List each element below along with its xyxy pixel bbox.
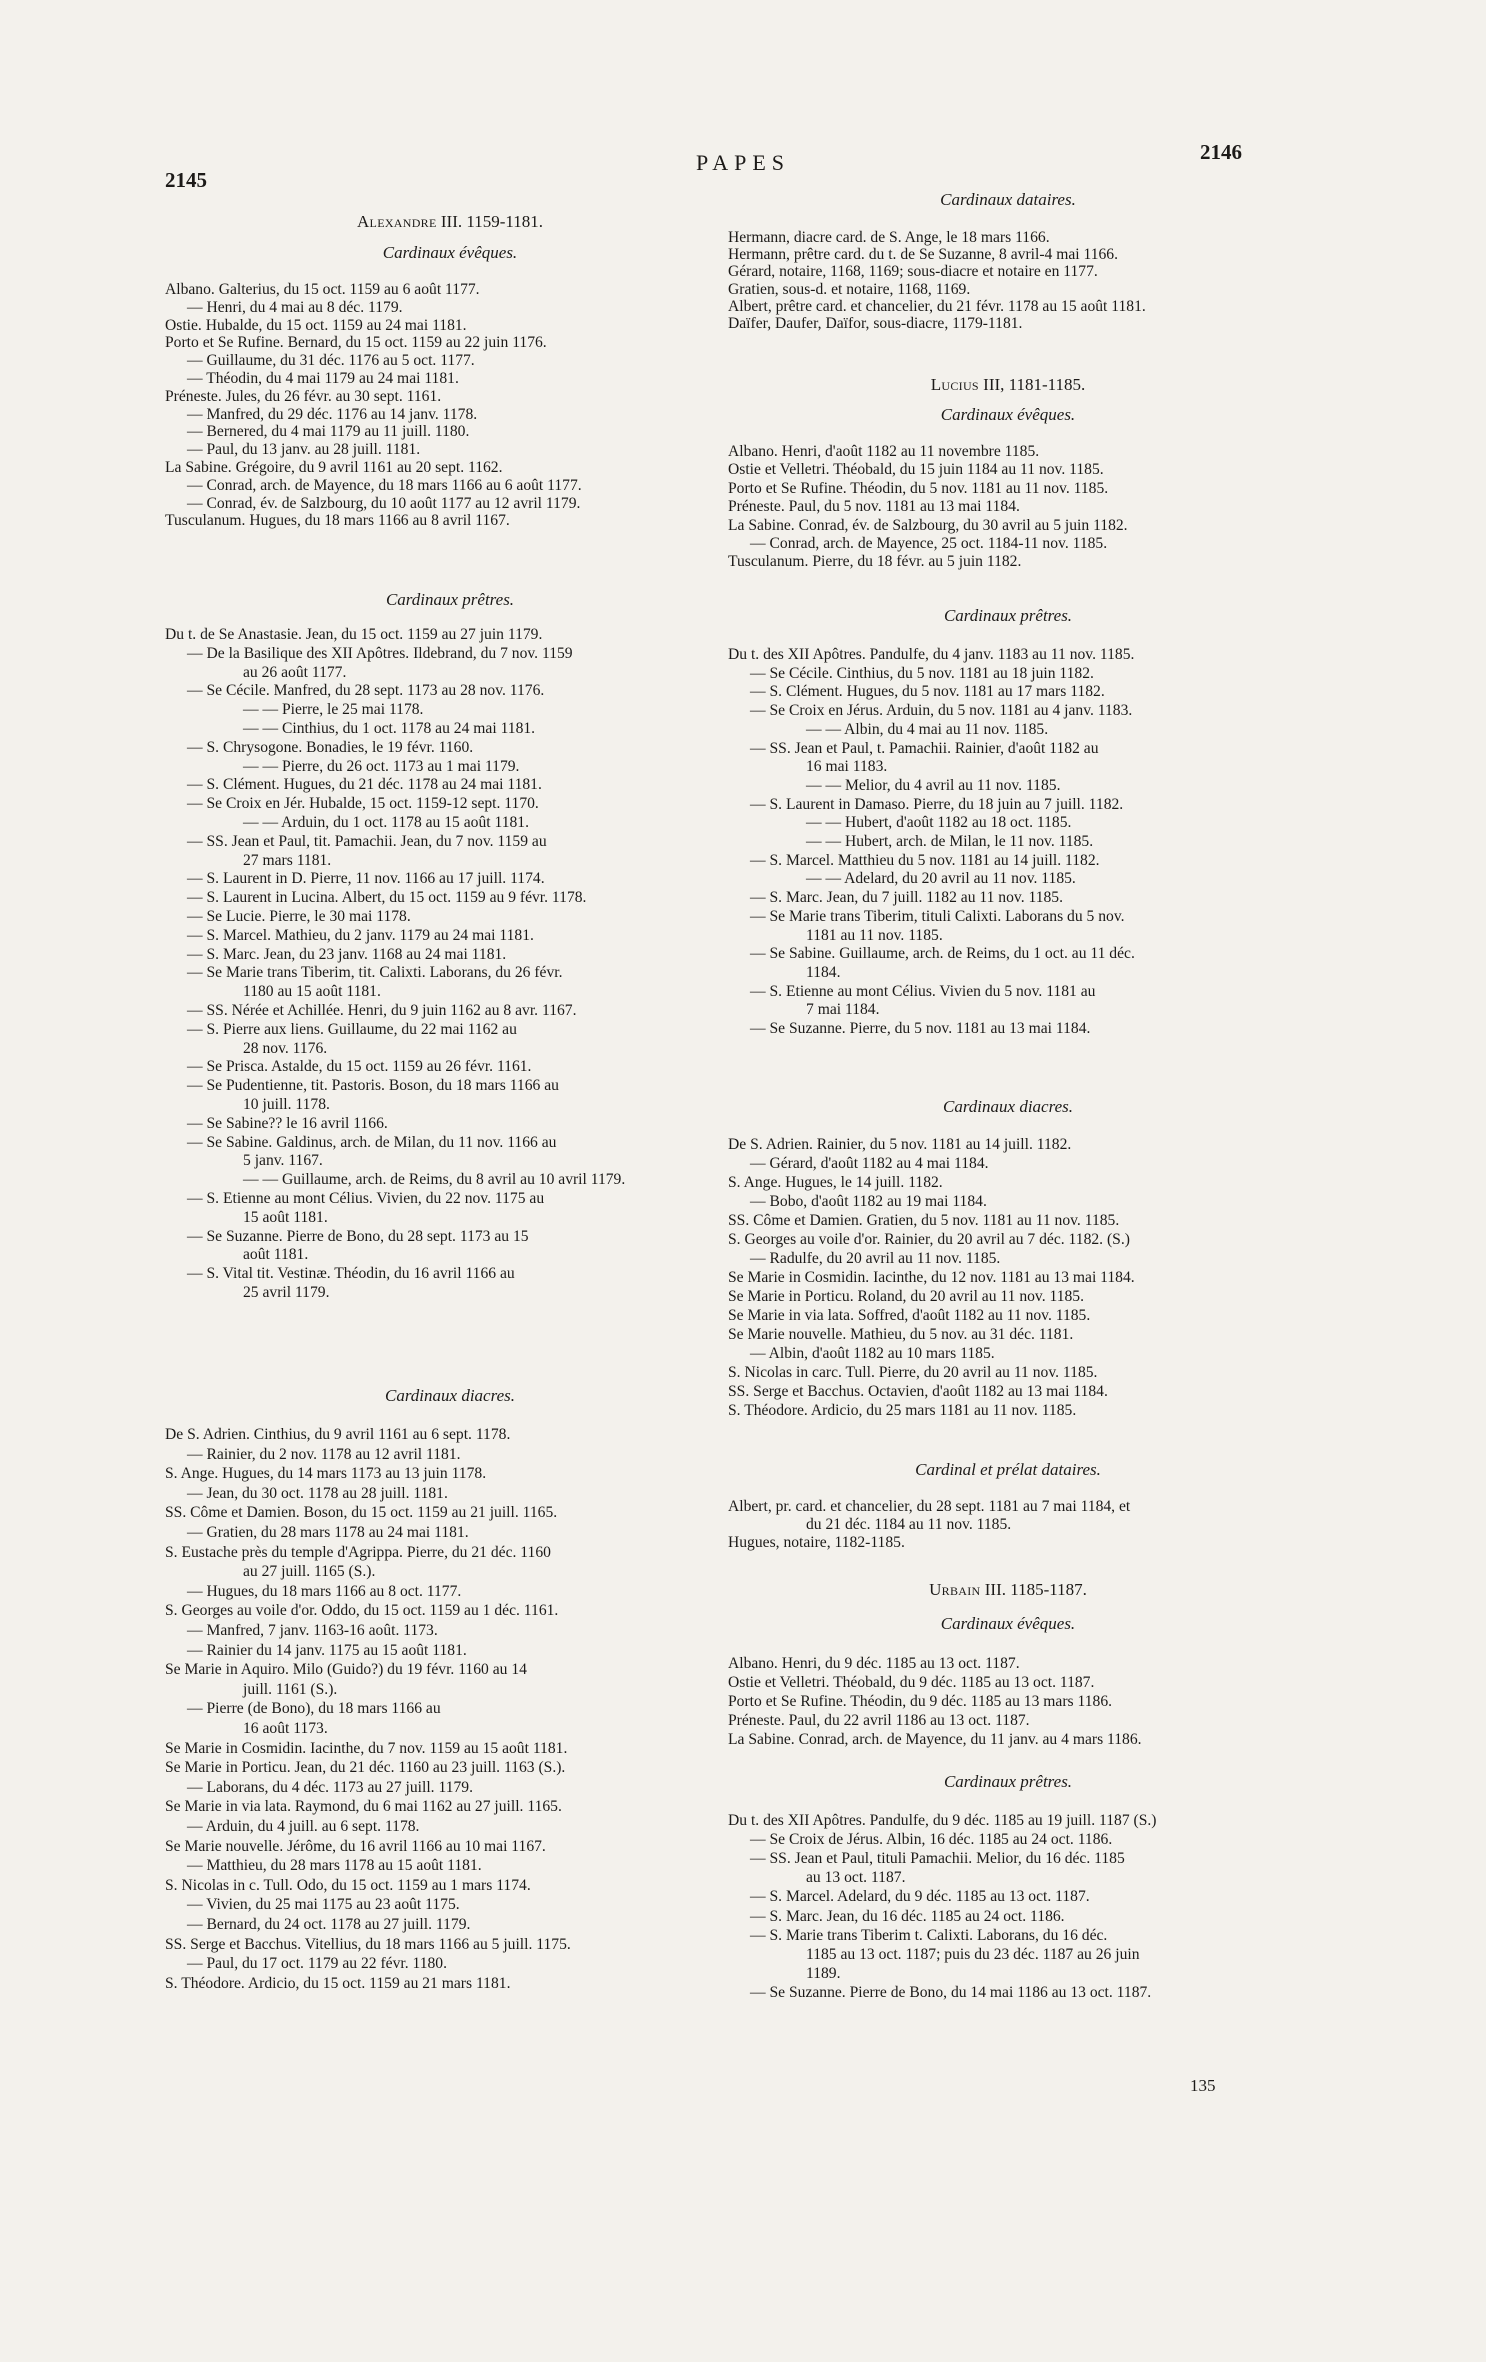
entry-line: juill. 1161 (S.). xyxy=(243,1681,338,1698)
entry-line: Ostie et Velletri. Théobald, du 9 déc. 1185 au 13 oct. 1187. xyxy=(728,1674,1095,1691)
left-page-number: 2145 xyxy=(165,168,207,192)
entry-line: — Se Cécile. Manfred, du 28 sept. 1173 au 28 nov. 1176. xyxy=(187,682,545,699)
entry-line: S. Georges au voile d'or. Rainier, du 20 avril au 7 déc. 1182. (S.) xyxy=(728,1231,1130,1248)
entry-line: Se Marie in Porticu. Roland, du 20 avril au 11 nov. 1185. xyxy=(728,1288,1085,1305)
entry-line: — Albin, d'août 1182 au 10 mars 1185. xyxy=(750,1345,995,1362)
entry-line: — S. Marcel. Adelard, du 9 déc. 1185 au 13 oct. 1187. xyxy=(750,1888,1090,1905)
entry-line: — Se Suzanne. Pierre, du 5 nov. 1181 au 13 mai 1184. xyxy=(750,1020,1091,1037)
entry-line: — S. Marc. Jean, du 16 déc. 1185 au 24 oct. 1186. xyxy=(750,1908,1065,1925)
entry-line: — Paul, du 13 janv. au 28 juill. 1181. xyxy=(187,441,421,458)
entry-line: — Théodin, du 4 mai 1179 au 24 mai 1181. xyxy=(187,370,459,387)
right-page-number: 2146 xyxy=(1200,140,1242,164)
entry-line: 28 nov. 1176. xyxy=(243,1040,328,1057)
entry-line: Préneste. Paul, du 22 avril 1186 au 13 oct. 1187. xyxy=(728,1712,1030,1729)
entry-line: — Se Suzanne. Pierre de Bono, du 14 mai 1186 au 13 oct. 1187. xyxy=(750,1984,1152,2001)
entry-line: 1180 au 15 août 1181. xyxy=(243,983,381,1000)
entry-line: — Gérard, d'août 1182 au 4 mai 1184. xyxy=(750,1155,989,1172)
entry-line: — S. Clément. Hugues, du 5 nov. 1181 au 17 mars 1182. xyxy=(750,683,1105,700)
entry-line: — Se Marie trans Tiberim, tit. Calixti. Laborans, du 26 févr. xyxy=(187,964,563,981)
entry-line: Daïfer, Daufer, Daïfor, sous-diacre, 1179-1181. xyxy=(728,315,1023,332)
entry-line: — — Hubert, d'août 1182 au 18 oct. 1185. xyxy=(806,814,1072,831)
section-title: Cardinaux dataires. xyxy=(940,190,1076,209)
entry-line: — De la Basilique des XII Apôtres. Ildebrand, du 7 nov. 1159 xyxy=(187,645,573,662)
entry-line: — Se Sabine. Guillaume, arch. de Reims, du 1 oct. au 11 déc. xyxy=(750,945,1135,962)
entry-line: 1181 au 11 nov. 1185. xyxy=(806,927,943,944)
entry-line: Du t. de Se Anastasie. Jean, du 15 oct. 1159 au 27 juin 1179. xyxy=(165,626,543,643)
entry-line: — Hugues, du 18 mars 1166 au 8 oct. 1177. xyxy=(187,1583,462,1600)
pope-numeral: III, xyxy=(983,375,1005,394)
entry-line: 7 mai 1184. xyxy=(806,1001,880,1018)
entry-line: — S. Laurent in Damaso. Pierre, du 18 juin au 7 juill. 1182. xyxy=(750,796,1124,813)
entry-line: du 21 déc. 1184 au 11 nov. 1185. xyxy=(806,1516,1012,1533)
section-title: Cardinaux prêtres. xyxy=(943,1772,1073,1791)
entry-line: — SS. Nérée et Achillée. Henri, du 9 juin 1162 au 8 avr. 1167. xyxy=(187,1002,577,1019)
entry-line: — — Albin, du 4 mai au 11 nov. 1185. xyxy=(806,721,1049,738)
entry-line: — S. Marc. Jean, du 7 juill. 1182 au 11 nov. 1185. xyxy=(750,889,1063,906)
entry-line: — Vivien, du 25 mai 1175 au 23 août 1175. xyxy=(187,1896,460,1913)
entry-line: Gérard, notaire, 1168, 1169; sous-diacre et notaire en 1177. xyxy=(728,263,1098,280)
entry-line: — S. Marcel. Matthieu du 5 nov. 1181 au 14 juill. 1182. xyxy=(750,852,1100,869)
section-title: Cardinaux diacres. xyxy=(942,1097,1073,1116)
entry-line: au 26 août 1177. xyxy=(243,664,347,681)
entry-line: Hugues, notaire, 1182-1185. xyxy=(728,1534,905,1551)
entry-line: La Sabine. Grégoire, du 9 avril 1161 au 20 sept. 1162. xyxy=(165,459,503,476)
entry-line: — SS. Jean et Paul, t. Pamachii. Rainier, d'août 1182 au xyxy=(750,740,1099,757)
entry-line: — S. Marc. Jean, du 23 janv. 1168 au 24 mai 1181. xyxy=(187,946,507,963)
entry-line: — — Pierre, le 25 mai 1178. xyxy=(243,701,424,718)
entry-line: Ostie et Velletri. Théobald, du 15 juin 1184 au 11 nov. 1185. xyxy=(728,461,1104,478)
entry-line: Se Marie in via lata. Raymond, du 6 mai 1162 au 27 juill. 1165. xyxy=(165,1798,562,1815)
entry-line: — Paul, du 17 oct. 1179 au 22 févr. 1180. xyxy=(187,1955,448,1972)
entry-line: — S. Etienne au mont Célius. Vivien, du 22 nov. 1175 au xyxy=(187,1190,545,1207)
entry-line: Se Marie in Aquiro. Milo (Guido?) du 19 févr. 1160 au 14 xyxy=(165,1661,527,1678)
entry-line: Tusculanum. Hugues, du 18 mars 1166 au 8 avril 1167. xyxy=(165,512,510,529)
entry-line: Préneste. Jules, du 26 févr. au 30 sept. 1161. xyxy=(165,388,442,405)
entry-line: — — Adelard, du 20 avril au 11 nov. 1185. xyxy=(806,870,1076,887)
entry-line: — — Pierre, du 26 oct. 1173 au 1 mai 1179. xyxy=(243,758,520,775)
entry-line: Se Marie nouvelle. Mathieu, du 5 nov. au 31 déc. 1181. xyxy=(728,1326,1074,1343)
entry-line: De S. Adrien. Cinthius, du 9 avril 1161 au 6 sept. 1178. xyxy=(165,1426,511,1443)
entry-line: Albano. Henri, du 9 déc. 1185 au 13 oct. 1187. xyxy=(728,1655,1020,1672)
section-title: Cardinal et prélat dataires. xyxy=(915,1460,1101,1479)
pope-heading xyxy=(165,212,735,231)
entry-line: — S. Marie trans Tiberim t. Calixti. Laborans, du 16 déc. xyxy=(750,1927,1108,1944)
entry-line: — Se Cécile. Cinthius, du 5 nov. 1181 au 18 juin 1182. xyxy=(750,665,1094,682)
entry-line: S. Théodore. Ardicio, du 15 oct. 1159 au 21 mars 1181. xyxy=(165,1975,511,1992)
pope-name: Lucius xyxy=(930,375,979,394)
entry-line: — Bernard, du 24 oct. 1178 au 27 juill. 1179. xyxy=(187,1916,471,1933)
printer-signature: 135 xyxy=(1190,2076,1216,2095)
entry-line: — Se Sabine?? le 16 avril 1166. xyxy=(187,1115,388,1132)
entry-line: Ostie. Hubalde, du 15 oct. 1159 au 24 mai 1181. xyxy=(165,317,467,334)
entry-line: — Jean, du 30 oct. 1178 au 28 juill. 1181. xyxy=(187,1485,448,1502)
entry-line: — — Hubert, arch. de Milan, le 11 nov. 1185. xyxy=(806,833,1094,850)
entry-line: 1184. xyxy=(806,964,841,981)
entry-line: au 27 juill. 1165 (S.). xyxy=(243,1563,376,1580)
section-title: Cardinaux évêques. xyxy=(382,243,518,262)
entry-line: SS. Serge et Bacchus. Octavien, d'août 1182 au 13 mai 1184. xyxy=(728,1383,1108,1400)
section-title: Cardinaux prêtres. xyxy=(943,606,1073,625)
entry-line: — Se Marie trans Tiberim, tituli Calixti. Laborans du 5 nov. xyxy=(750,908,1125,925)
entry-line: 1189. xyxy=(806,1965,841,1982)
entry-line: De S. Adrien. Rainier, du 5 nov. 1181 au 14 juill. 1182. xyxy=(728,1136,1072,1153)
entry-line: Se Marie in Cosmidin. Iacinthe, du 7 nov. 1159 au 15 août 1181. xyxy=(165,1740,568,1757)
entry-line: — S. Pierre aux liens. Guillaume, du 22 mai 1162 au xyxy=(187,1021,517,1038)
entry-line: Albano. Henri, d'août 1182 au 11 novembre 1185. xyxy=(728,443,1040,460)
pope-numeral: III. xyxy=(440,212,463,231)
entry-line: — SS. Jean et Paul, tit. Pamachii. Jean, du 7 nov. 1159 au xyxy=(187,833,547,850)
entry-line: — S. Etienne au mont Célius. Vivien du 5 nov. 1181 au xyxy=(750,983,1096,1000)
entry-line: SS. Côme et Damien. Gratien, du 5 nov. 1181 au 11 nov. 1185. xyxy=(728,1212,1120,1229)
entry-line: Tusculanum. Pierre, du 18 févr. au 5 juin 1182. xyxy=(728,553,1022,570)
entry-line: — Rainier, du 2 nov. 1178 au 12 avril 1181. xyxy=(187,1446,461,1463)
entry-line: Du t. des XII Apôtres. Pandulfe, du 9 déc. 1185 au 19 juill. 1187 (S.) xyxy=(728,1812,1157,1829)
pope-numeral: III. xyxy=(984,1580,1006,1599)
entry-line: Se Marie in Porticu. Jean, du 21 déc. 1160 au 23 juill. 1163 (S.). xyxy=(165,1759,566,1776)
entry-line: S. Georges au voile d'or. Oddo, du 15 oct. 1159 au 1 déc. 1161. xyxy=(165,1602,559,1619)
entry-line: Porto et Se Rufine. Théodin, du 9 déc. 1185 au 13 mars 1186. xyxy=(728,1693,1113,1710)
entry-line: S. Eustache près du temple d'Agrippa. Pierre, du 21 déc. 1160 xyxy=(165,1544,551,1561)
entry-line: — Conrad, arch. de Mayence, 25 oct. 1184-11 nov. 1185. xyxy=(750,535,1108,552)
entry-line: S. Nicolas in c. Tull. Odo, du 15 oct. 1159 au 1 mars 1174. xyxy=(165,1877,531,1894)
entry-line: — S. Vital tit. Vestinæ. Théodin, du 16 avril 1166 au xyxy=(187,1265,515,1282)
section-title: Cardinaux évêques. xyxy=(940,1614,1076,1633)
entry-line: — Matthieu, du 28 mars 1178 au 15 août 1181. xyxy=(187,1857,482,1874)
pope-dates: 1159-1181. xyxy=(466,212,544,231)
entry-line: SS. Serge et Bacchus. Vitellius, du 18 mars 1166 au 5 juill. 1175. xyxy=(165,1936,571,1953)
entry-line: — Se Croix de Jérus. Albin, 16 déc. 1185 au 24 oct. 1186. xyxy=(750,1831,1113,1848)
entry-line: Préneste. Paul, du 5 nov. 1181 au 13 mai 1184. xyxy=(728,498,1020,515)
pope-heading xyxy=(728,1580,1288,1599)
running-title: PAPES xyxy=(695,150,790,175)
entry-line: S. Théodore. Ardicio, du 25 mars 1181 au 11 nov. 1185. xyxy=(728,1402,1077,1419)
section-title: Cardinaux diacres. xyxy=(384,1386,515,1405)
entry-line: Gratien, sous-d. et notaire, 1168, 1169. xyxy=(728,281,971,298)
entry-line: — S. Clément. Hugues, du 21 déc. 1178 au 24 mai 1181. xyxy=(187,776,542,793)
entry-line: — Se Croix en Jérus. Arduin, du 5 nov. 1181 au 4 janv. 1183. xyxy=(750,702,1133,719)
entry-line: Porto et Se Rufine. Bernard, du 15 oct. 1159 au 22 juin 1176. xyxy=(165,334,547,351)
entry-line: Hermann, diacre card. de S. Ange, le 18 mars 1166. xyxy=(728,229,1050,246)
entry-line: — S. Chrysogone. Bonadies, le 19 févr. 1160. xyxy=(187,739,474,756)
pope-dates: 1185-1187. xyxy=(1010,1580,1087,1599)
entry-line: Albert, prêtre card. et chancelier, du 21 févr. 1178 au 15 août 1181. xyxy=(728,298,1146,315)
entry-line: Du t. des XII Apôtres. Pandulfe, du 4 janv. 1183 au 11 nov. 1185. xyxy=(728,646,1135,663)
entry-line: S. Ange. Hugues, le 14 juill. 1182. xyxy=(728,1174,943,1191)
pope-heading xyxy=(728,375,1288,394)
entry-line: — S. Laurent in D. Pierre, 11 nov. 1166 au 17 juill. 1174. xyxy=(187,870,545,887)
entry-line: — Se Suzanne. Pierre de Bono, du 28 sept. 1173 au 15 xyxy=(187,1228,529,1245)
entry-line: au 13 oct. 1187. xyxy=(806,1869,906,1886)
entry-line: 5 janv. 1167. xyxy=(243,1152,323,1169)
entry-line: — Laborans, du 4 déc. 1173 au 27 juill. 1179. xyxy=(187,1779,473,1796)
entry-line: 25 avril 1179. xyxy=(243,1284,330,1301)
entry-line: — Manfred, du 29 déc. 1176 au 14 janv. 1178. xyxy=(187,406,478,423)
entry-line: — Manfred, 7 janv. 1163-16 août. 1173. xyxy=(187,1622,438,1639)
entry-line: — Se Sabine. Galdinus, arch. de Milan, du 11 nov. 1166 au xyxy=(187,1134,557,1151)
entry-line: — Rainier du 14 janv. 1175 au 15 août 1181. xyxy=(187,1642,467,1659)
entry-line: — SS. Jean et Paul, tituli Pamachii. Melior, du 16 déc. 1185 xyxy=(750,1850,1125,1867)
pope-name: Urbain xyxy=(929,1580,981,1599)
entry-line: — Arduin, du 4 juill. au 6 sept. 1178. xyxy=(187,1818,420,1835)
entry-line: Se Marie nouvelle. Jérôme, du 16 avril 1166 au 10 mai 1167. xyxy=(165,1838,546,1855)
entry-line: — — Melior, du 4 avril au 11 nov. 1185. xyxy=(806,777,1061,794)
entry-line: — Conrad, arch. de Mayence, du 18 mars 1166 au 6 août 1177. xyxy=(187,477,582,494)
entry-line: — Conrad, év. de Salzbourg, du 10 août 1177 au 12 avril 1179. xyxy=(187,495,581,512)
entry-line: Albert, pr. card. et chancelier, du 28 sept. 1181 au 7 mai 1184, et xyxy=(728,1498,1131,1515)
entry-line: — S. Laurent in Lucina. Albert, du 15 oct. 1159 au 9 févr. 1178. xyxy=(187,889,587,906)
entry-line: — Henri, du 4 mai au 8 déc. 1179. xyxy=(187,299,403,316)
entry-line: — S. Marcel. Mathieu, du 2 janv. 1179 au 24 mai 1181. xyxy=(187,927,534,944)
pope-dates: 1181-1185. xyxy=(1008,375,1086,394)
entry-line: Se Marie in via lata. Soffred, d'août 1182 au 11 nov. 1185. xyxy=(728,1307,1091,1324)
entry-line: Se Marie in Cosmidin. Iacinthe, du 12 nov. 1181 au 13 mai 1184. xyxy=(728,1269,1135,1286)
entry-line: — Pierre (de Bono), du 18 mars 1166 au xyxy=(187,1700,441,1717)
entry-line: 15 août 1181. xyxy=(243,1209,328,1226)
entry-line: — — Arduin, du 1 oct. 1178 au 15 août 1181. xyxy=(243,814,530,831)
entry-line: La Sabine. Conrad, év. de Salzbourg, du 30 avril au 5 juin 1182. xyxy=(728,517,1128,534)
entry-line: Albano. Galterius, du 15 oct. 1159 au 6 août 1177. xyxy=(165,281,480,298)
entry-line: — Bobo, d'août 1182 au 19 mai 1184. xyxy=(750,1193,987,1210)
entry-line: — Se Prisca. Astalde, du 15 oct. 1159 au 26 févr. 1161. xyxy=(187,1058,532,1075)
entry-line: — — Guillaume, arch. de Reims, du 8 avril au 10 avril 1179. xyxy=(243,1171,626,1188)
entry-line: août 1181. xyxy=(243,1246,309,1263)
entry-line: 10 juill. 1178. xyxy=(243,1096,330,1113)
entry-line: — Se Pudentienne, tit. Pastoris. Boson, du 18 mars 1166 au xyxy=(187,1077,559,1094)
entry-line: SS. Côme et Damien. Boson, du 15 oct. 1159 au 21 juill. 1165. xyxy=(165,1504,558,1521)
entry-line: 27 mars 1181. xyxy=(243,852,332,869)
pope-name: Alexandre xyxy=(356,212,437,231)
entry-line: 16 mai 1183. xyxy=(806,758,888,775)
entry-line: — — Cinthius, du 1 oct. 1178 au 24 mai 1181. xyxy=(243,720,536,737)
entry-line: — Se Croix en Jér. Hubalde, 15 oct. 1159-12 sept. 1170. xyxy=(187,795,539,812)
entry-line: — Radulfe, du 20 avril au 11 nov. 1185. xyxy=(750,1250,1001,1267)
entry-line: Porto et Se Rufine. Théodin, du 5 nov. 1181 au 11 nov. 1185. xyxy=(728,480,1109,497)
entry-line: S. Ange. Hugues, du 14 mars 1173 au 13 juin 1178. xyxy=(165,1465,487,1482)
entry-line: Hermann, prêtre card. du t. de Se Suzanne, 8 avril-4 mai 1166. xyxy=(728,246,1119,263)
entry-line: — Bernered, du 4 mai 1179 au 11 juill. 1180. xyxy=(187,423,470,440)
entry-line: — Se Lucie. Pierre, le 30 mai 1178. xyxy=(187,908,411,925)
entry-line: S. Nicolas in carc. Tull. Pierre, du 20 avril au 11 nov. 1185. xyxy=(728,1364,1098,1381)
section-title: Cardinaux évêques. xyxy=(940,405,1076,424)
entry-line: 16 août 1173. xyxy=(243,1720,328,1737)
entry-line: — Guillaume, du 31 déc. 1176 au 5 oct. 1177. xyxy=(187,352,475,369)
entry-line: 1185 au 13 oct. 1187; puis du 23 déc. 1187 au 26 juin xyxy=(806,1946,1140,1963)
entry-line: — Gratien, du 28 mars 1178 au 24 mai 1181. xyxy=(187,1524,469,1541)
section-title: Cardinaux prêtres. xyxy=(385,590,515,609)
entry-line: La Sabine. Conrad, arch. de Mayence, du 11 janv. au 4 mars 1186. xyxy=(728,1731,1142,1748)
